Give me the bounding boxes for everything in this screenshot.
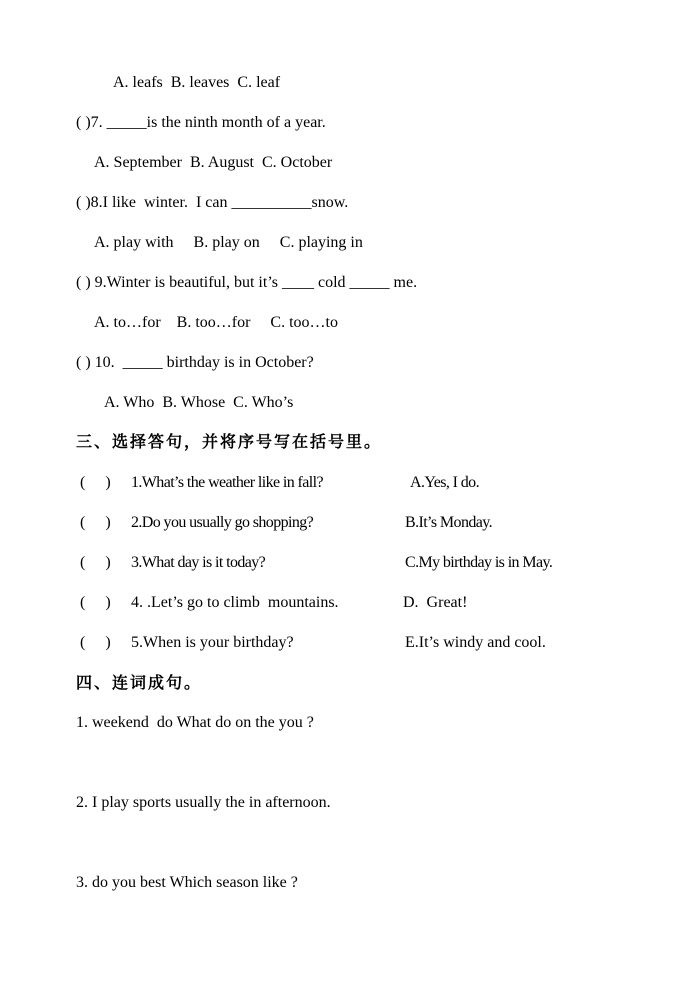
sentence-item: 2. I play sports usually the in afternoon. xyxy=(76,794,331,811)
sentence-item: 3. do you best Which season like ? xyxy=(76,874,298,891)
match-question: 5.When is your birthday? xyxy=(131,634,294,651)
q10-options: A. Who B. Whose C. Who’s xyxy=(104,394,294,411)
match-question: 4. .Let’s go to climb mountains. xyxy=(131,594,339,611)
q6-options: A. leafs B. leaves C. leaf xyxy=(113,74,281,91)
q8-question: ( )8.I like winter. I can __________snow. xyxy=(76,194,349,211)
match-answer: B.It’s Monday. xyxy=(405,514,493,531)
answer-bracket: ( ) xyxy=(80,474,111,491)
section-3-heading: 三、选择答句，并将序号写在括号里。 xyxy=(76,432,383,451)
q7-options: A. September B. August C. October xyxy=(94,154,333,171)
sentence-item: 1. weekend do What do on the you ? xyxy=(76,714,314,731)
q10-question: ( ) 10. _____ birthday is in October? xyxy=(76,354,314,371)
q7-question: ( )7. _____is the ninth month of a year. xyxy=(76,114,326,131)
match-question: 1.What’s the weather like in fall? xyxy=(131,474,323,491)
match-answer: D. Great! xyxy=(403,594,468,611)
answer-bracket: ( ) xyxy=(80,634,111,651)
q9-options: A. to…for B. too…for C. too…to xyxy=(94,314,338,331)
q8-options: A. play with B. play on C. playing in xyxy=(94,234,363,251)
answer-bracket: ( ) xyxy=(80,514,111,531)
match-answer: A.Yes, I do. xyxy=(410,474,479,491)
match-answer: C.My birthday is in May. xyxy=(405,554,553,571)
match-question: 2.Do you usually go shopping? xyxy=(131,514,314,531)
q9-question: ( ) 9.Winter is beautiful, but it’s ____ cold _____ me. xyxy=(76,274,418,291)
match-question: 3.What day is it today? xyxy=(131,554,266,571)
match-answer: E.It’s windy and cool. xyxy=(405,634,546,651)
section-4-heading: 四、连词成句。 xyxy=(76,673,203,692)
answer-bracket: ( ) xyxy=(80,554,111,571)
answer-bracket: ( ) xyxy=(80,594,111,611)
